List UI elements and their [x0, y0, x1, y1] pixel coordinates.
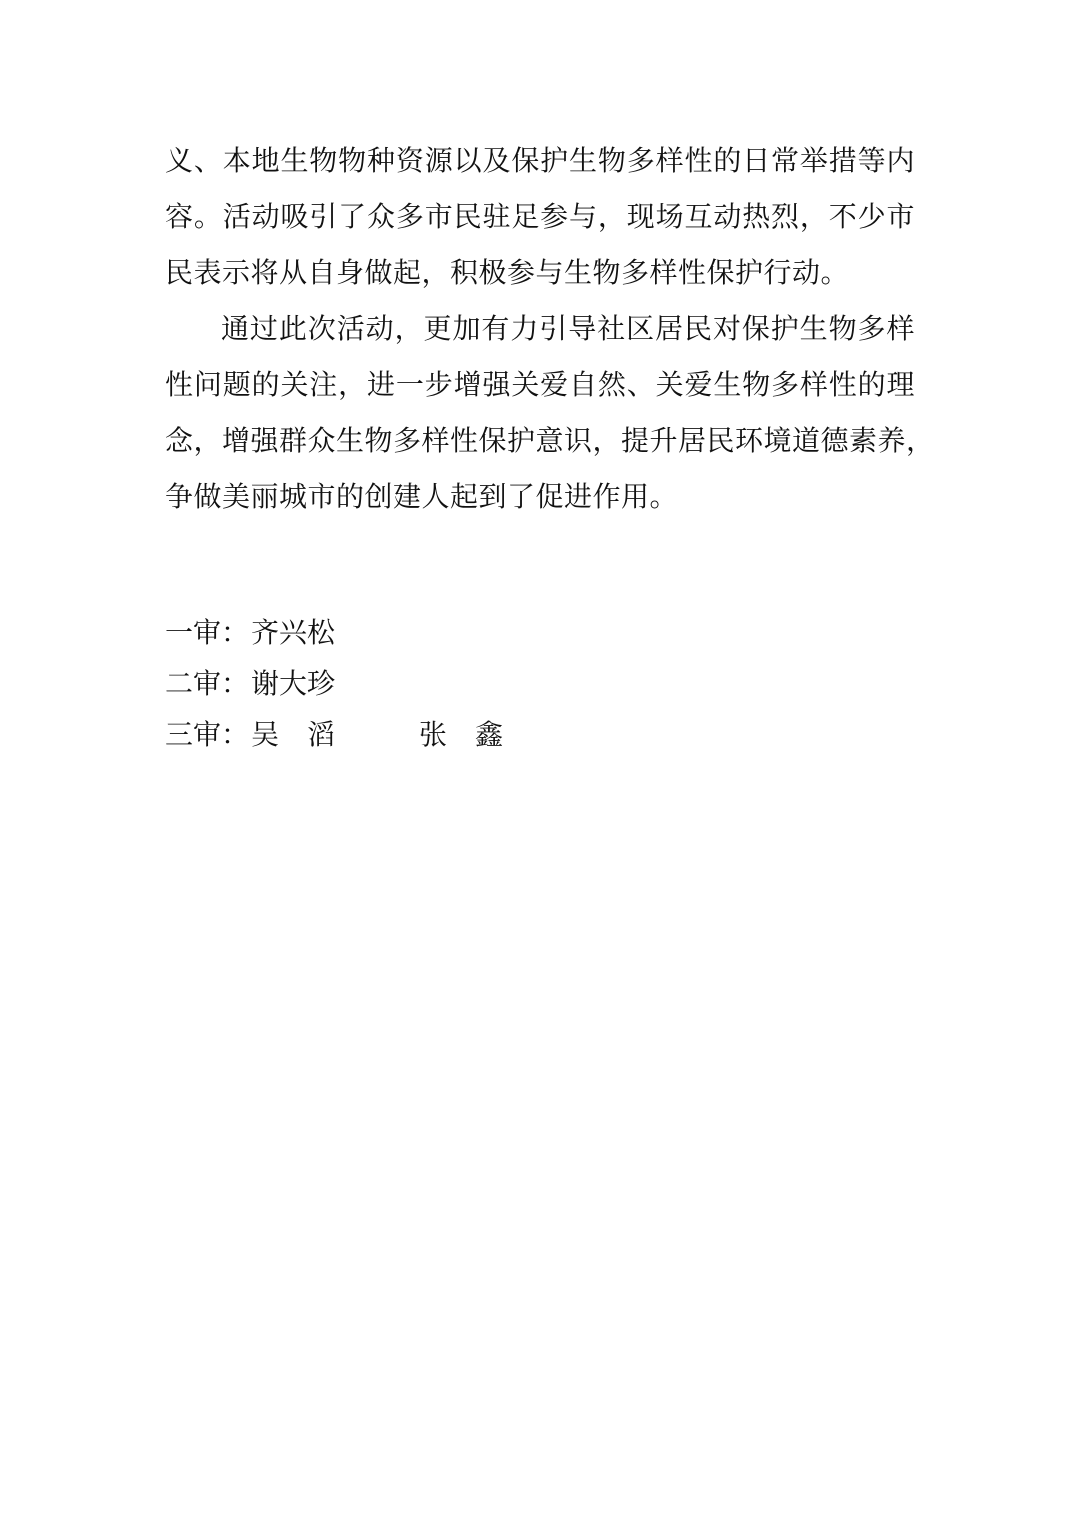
article-body — [165, 133, 935, 525]
review-row-second — [165, 658, 865, 709]
reviewer-name: 齐兴松 — [251, 616, 336, 649]
review-signoff — [165, 607, 865, 760]
paragraph-line: 民表示将从自身做起，积极参与生物多样性保护行动。 — [165, 256, 850, 289]
paragraph-line: 容。活动吸引了众多市民驻足参与，现场互动热烈，不少市 — [165, 200, 915, 233]
review-row-first — [165, 607, 865, 658]
reviewer-name: 谢大珍 — [251, 667, 336, 700]
review-row-third — [165, 709, 865, 760]
paragraph-line: 义、本地生物物种资源以及保护生物多样性的日常举措等内 — [165, 144, 915, 177]
reviewer-name: 吴 滔 张 鑫 — [251, 718, 504, 751]
review-label: 二审： — [165, 667, 250, 700]
paragraph-line: 念，增强群众生物多样性保护意识，提升居民环境道德素养， — [165, 424, 935, 457]
paragraph-line: 争做美丽城市的创建人起到了促进作用。 — [165, 480, 679, 513]
review-label: 一审： — [165, 616, 250, 649]
paragraph-line: 通过此次活动，更加有力引导社区居民对保护生物多样 — [221, 312, 915, 345]
review-label: 三审： — [165, 718, 250, 751]
paragraph-line: 性问题的关注，进一步增强关爱自然、关爱生物多样性的理 — [165, 368, 915, 401]
